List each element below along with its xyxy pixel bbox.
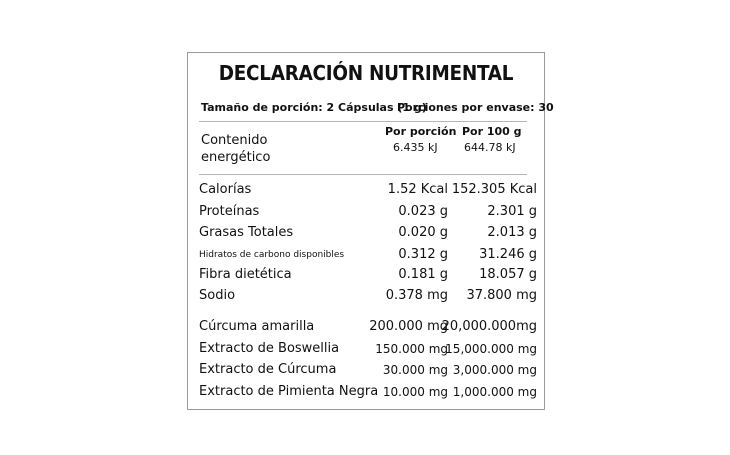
ingredient-row xyxy=(188,362,544,382)
energy-label-line1: Contenido xyxy=(201,133,268,148)
nutrient-row xyxy=(188,225,544,245)
ingredient-name: Extracto de Cúrcuma xyxy=(199,362,337,377)
serving-size: Tamaño de porción: 2 Cápsulas (1 g) xyxy=(201,101,427,114)
nutrient-row xyxy=(188,204,544,224)
nutrient-name: Sodio xyxy=(199,288,236,303)
nutrient-per-serving: 0.181 g xyxy=(398,267,448,282)
servings-per-container: Porciones por envase: 30 xyxy=(397,101,554,114)
per-serving-header: Por porción xyxy=(385,125,457,138)
nutrient-per-serving: 0.312 g xyxy=(398,247,448,262)
nutrient-name: Fibra dietética xyxy=(199,267,292,282)
nutrient-row xyxy=(188,247,544,267)
ingredient-name: Extracto de Boswellia xyxy=(199,341,340,356)
ingredient-per-100g: 15,000.000 mg xyxy=(445,342,537,356)
ingredient-per-100g: 1,000.000 mg xyxy=(452,385,537,399)
nutrient-per-100g: 2.301 g xyxy=(487,204,537,219)
ingredient-row xyxy=(188,319,544,339)
ingredient-per-serving: 10.000 mg xyxy=(382,385,448,399)
divider-energy xyxy=(199,174,527,175)
energy-label-line2: energético xyxy=(201,150,271,165)
nutrient-per-serving: 0.020 g xyxy=(398,225,448,240)
nutrition-facts-panel xyxy=(187,52,554,410)
nutrient-row xyxy=(188,288,544,308)
ingredient-name: Cúrcuma amarilla xyxy=(199,319,315,334)
energy-label xyxy=(201,132,351,166)
nutrient-per-serving: 1.52 Kcal xyxy=(387,182,448,197)
ingredient-row xyxy=(188,384,544,404)
ingredient-name: Extracto de Pimienta Negra xyxy=(199,384,379,399)
nutrient-per-serving: 0.023 g xyxy=(398,204,448,219)
ingredient-per-serving: 200.000 mg xyxy=(369,319,448,334)
nutrient-per-100g: 18.057 g xyxy=(479,267,537,282)
nutrient-name: Hidratos de carbono disponibles xyxy=(199,250,345,260)
divider-top xyxy=(199,121,527,122)
nutrient-name: Proteínas xyxy=(199,204,260,219)
per-100g-header: Por 100 g xyxy=(462,125,522,138)
nutrient-name: Grasas Totales xyxy=(199,225,294,240)
nutrient-per-100g: 37.800 mg xyxy=(466,288,537,303)
nutrient-row xyxy=(188,267,544,287)
nutrient-per-100g: 31.246 g xyxy=(479,247,537,262)
panel-title: DECLARACIÓN NUTRIMENTAL xyxy=(218,61,514,85)
energy-per-serving: 6.435 kJ xyxy=(393,141,438,154)
energy-per-100g: 644.78 kJ xyxy=(464,141,516,154)
nutrient-per-100g: 2.013 g xyxy=(487,225,537,240)
nutrient-per-100g: 152.305 Kcal xyxy=(451,182,537,197)
ingredient-row xyxy=(188,341,544,361)
ingredient-per-100g: 20,000.000mg xyxy=(441,319,537,334)
ingredient-per-serving: 150.000 mg xyxy=(375,342,448,356)
nutrient-name: Calorías xyxy=(199,182,252,197)
ingredient-per-serving: 30.000 mg xyxy=(382,363,448,377)
ingredient-per-100g: 3,000.000 mg xyxy=(452,363,537,377)
nutrient-row xyxy=(188,182,544,202)
nutrient-per-serving: 0.378 mg xyxy=(385,288,448,303)
